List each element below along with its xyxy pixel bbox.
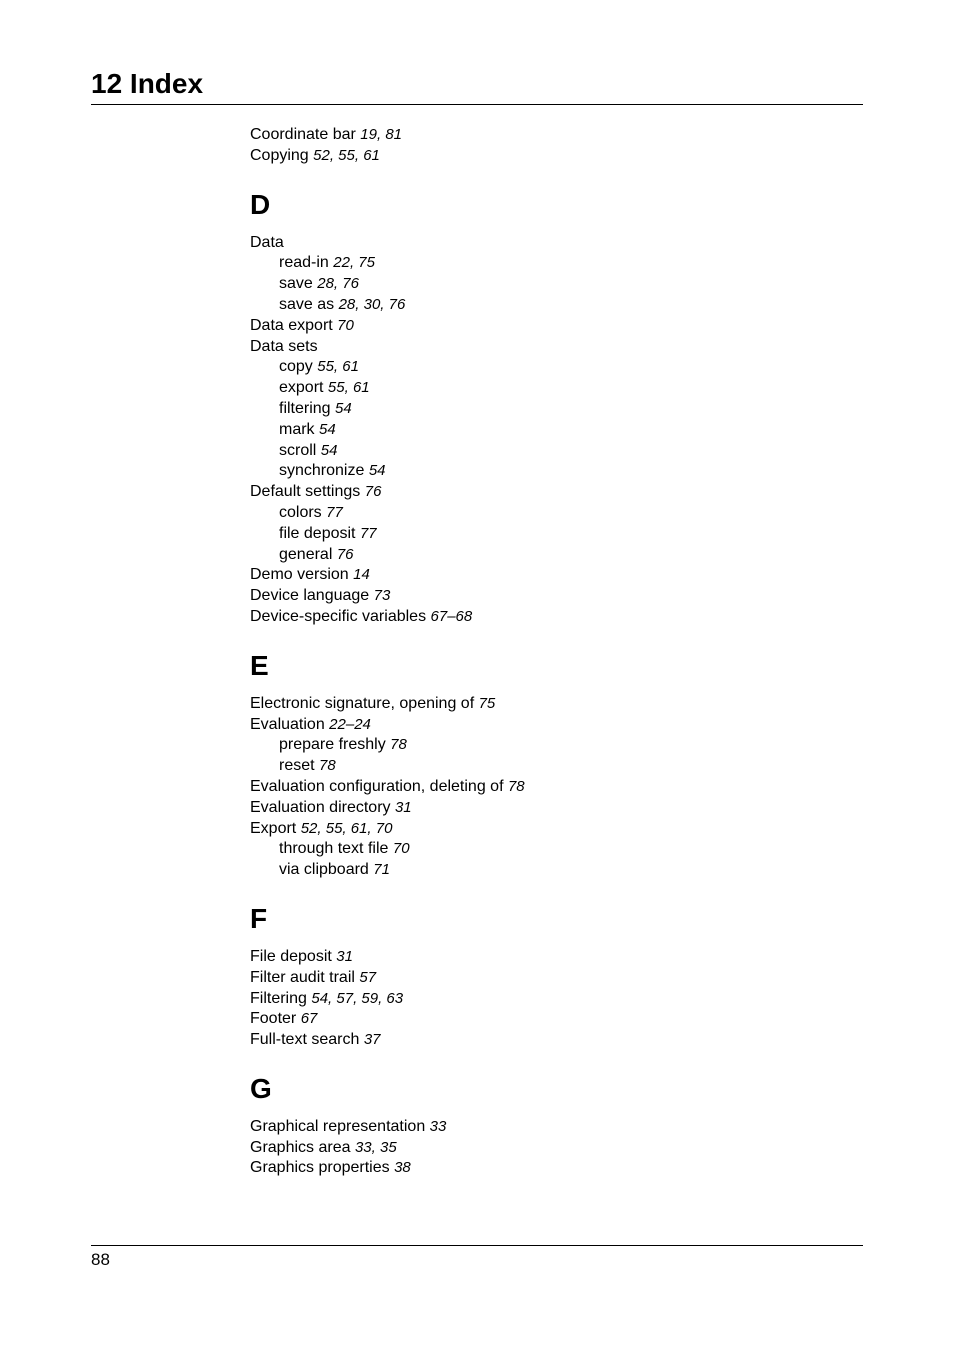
- index-subentry: [250, 441, 850, 462]
- index-term: Graphical representation: [250, 1117, 426, 1135]
- index-term: Graphics area: [250, 1138, 351, 1156]
- page-references: 67–68: [430, 607, 473, 625]
- page-references: 22, 75: [333, 254, 375, 272]
- index-term: through text file: [279, 840, 389, 858]
- page-references: 76: [336, 545, 354, 563]
- index-term: synchronize: [279, 462, 365, 480]
- page-references: 78: [390, 736, 407, 754]
- index-term: filtering: [279, 399, 331, 417]
- index-group: [250, 185, 850, 628]
- page-references: 28, 76: [317, 275, 359, 293]
- index-term: Evaluation directory: [250, 798, 391, 816]
- index-term: export: [279, 379, 324, 397]
- index-term: Data: [250, 233, 284, 251]
- index-term: save: [279, 275, 313, 293]
- index-entry: [250, 947, 850, 968]
- index-term: Filtering: [250, 989, 307, 1007]
- index-entry: [250, 482, 850, 503]
- index-subentry: [250, 378, 850, 399]
- page-references: 73: [373, 587, 391, 605]
- page-references: 77: [359, 524, 377, 542]
- page-references: 55, 61: [327, 379, 370, 397]
- index-entry: [250, 968, 850, 989]
- index-term: copy: [279, 358, 313, 376]
- index-term: Graphics properties: [250, 1159, 390, 1177]
- index-term: Device language: [250, 587, 370, 605]
- index-term: Full-text search: [250, 1031, 360, 1049]
- page-references: 57: [359, 968, 377, 986]
- index-term: Device-specific variables: [250, 607, 427, 625]
- index-subentry: [250, 545, 850, 566]
- section-letter: D: [250, 188, 271, 220]
- index-subentry: [250, 274, 850, 295]
- page-references: 54: [320, 441, 338, 459]
- index-entry: [250, 565, 850, 586]
- index-entry: [250, 989, 850, 1010]
- index-subentry: [250, 253, 850, 274]
- index-term: Data sets: [250, 337, 318, 355]
- index-entry: [250, 715, 850, 736]
- index-term: Coordinate bar: [250, 126, 356, 143]
- index-list: [250, 125, 850, 1197]
- index-group: [250, 899, 850, 1051]
- page-references: 52, 55, 61: [313, 146, 380, 164]
- index-term: read-in: [279, 254, 329, 272]
- index-subentry: [250, 860, 850, 881]
- index-group: [250, 125, 850, 167]
- section-letter: G: [250, 1072, 272, 1104]
- page-references: 70: [337, 316, 354, 334]
- index-term: colors: [279, 503, 322, 521]
- page-references: 67: [300, 1010, 318, 1028]
- index-term: reset: [279, 757, 315, 775]
- index-entry: [250, 798, 850, 819]
- index-term: general: [279, 545, 333, 563]
- page-references: 77: [326, 503, 343, 521]
- index-term: Electronic signature, opening of: [250, 694, 475, 712]
- footer-divider: [91, 1245, 863, 1246]
- index-term: Evaluation: [250, 715, 325, 733]
- index-entry: [250, 1158, 850, 1179]
- page-references: 19, 81: [360, 126, 403, 143]
- index-entry: [250, 1030, 850, 1051]
- index-entry: [250, 1117, 850, 1138]
- page-references: 22–24: [329, 715, 371, 733]
- index-subentry: [250, 420, 850, 441]
- page-references: 31: [336, 947, 353, 965]
- index-subentry: [250, 295, 850, 316]
- index-entry: [250, 1138, 850, 1159]
- index-subentry: [250, 524, 850, 545]
- index-entry: [250, 125, 850, 146]
- page-references: 70: [392, 840, 410, 858]
- page-references: 33, 35: [354, 1138, 397, 1156]
- index-subentry: [250, 503, 850, 524]
- page-references: 76: [364, 483, 382, 501]
- section-letter: E: [250, 649, 269, 681]
- page-number: 88: [91, 1250, 110, 1269]
- index-term: Default settings: [250, 483, 361, 501]
- index-entry: [250, 777, 850, 798]
- index-term: Filter audit trail: [250, 968, 355, 986]
- page-references: 14: [353, 566, 370, 584]
- index-subentry: [250, 735, 850, 756]
- index-entry: [250, 1009, 850, 1030]
- page-references: 33: [429, 1117, 447, 1135]
- page-references: 54, 57, 59, 63: [311, 989, 404, 1007]
- page-references: 54: [335, 399, 352, 417]
- page-references: 28, 30, 76: [338, 295, 406, 313]
- index-entry: [250, 146, 850, 167]
- index-entry: [250, 316, 850, 337]
- index-entry: [250, 233, 850, 254]
- page-references: 78: [319, 757, 336, 775]
- index-entry: [250, 337, 850, 358]
- index-subentry: [250, 839, 850, 860]
- index-term: file deposit: [279, 524, 356, 542]
- page-references: 54: [319, 420, 336, 438]
- index-group: [250, 1069, 850, 1179]
- page-references: 55, 61: [317, 358, 359, 376]
- page-references: 31: [394, 798, 412, 816]
- index-term: via clipboard: [279, 861, 369, 879]
- index-term: scroll: [279, 441, 317, 459]
- index-subentry: [250, 399, 850, 420]
- page-references: 38: [394, 1159, 411, 1177]
- page-references: 37: [363, 1031, 381, 1049]
- index-entry: [250, 586, 850, 607]
- chapter-title: 12 Index: [91, 68, 204, 99]
- index-entry: [250, 694, 850, 715]
- index-term: Data export: [250, 316, 333, 334]
- page-references: 52, 55, 61, 70: [300, 819, 393, 837]
- index-term: Copying: [250, 146, 309, 164]
- index-term: Footer: [250, 1010, 297, 1028]
- index-subentry: [250, 756, 850, 777]
- index-term: mark: [279, 420, 315, 438]
- index-term: prepare freshly: [279, 736, 386, 754]
- page-references: 54: [368, 462, 386, 480]
- index-subentry: [250, 357, 850, 378]
- page-references: 78: [507, 777, 525, 795]
- header-divider: [91, 104, 863, 105]
- page-references: 75: [478, 694, 496, 712]
- page-references: 71: [373, 861, 390, 879]
- index-subentry: [250, 461, 850, 482]
- index-entry: [250, 607, 850, 628]
- index-term: Demo version: [250, 566, 349, 584]
- index-term: Export: [250, 819, 297, 837]
- index-entry: [250, 819, 850, 840]
- index-group: [250, 646, 850, 881]
- section-letter: F: [250, 902, 268, 934]
- index-term: save as: [279, 295, 335, 313]
- index-term: Evaluation configuration, deleting of: [250, 777, 504, 795]
- index-term: File deposit: [250, 947, 332, 965]
